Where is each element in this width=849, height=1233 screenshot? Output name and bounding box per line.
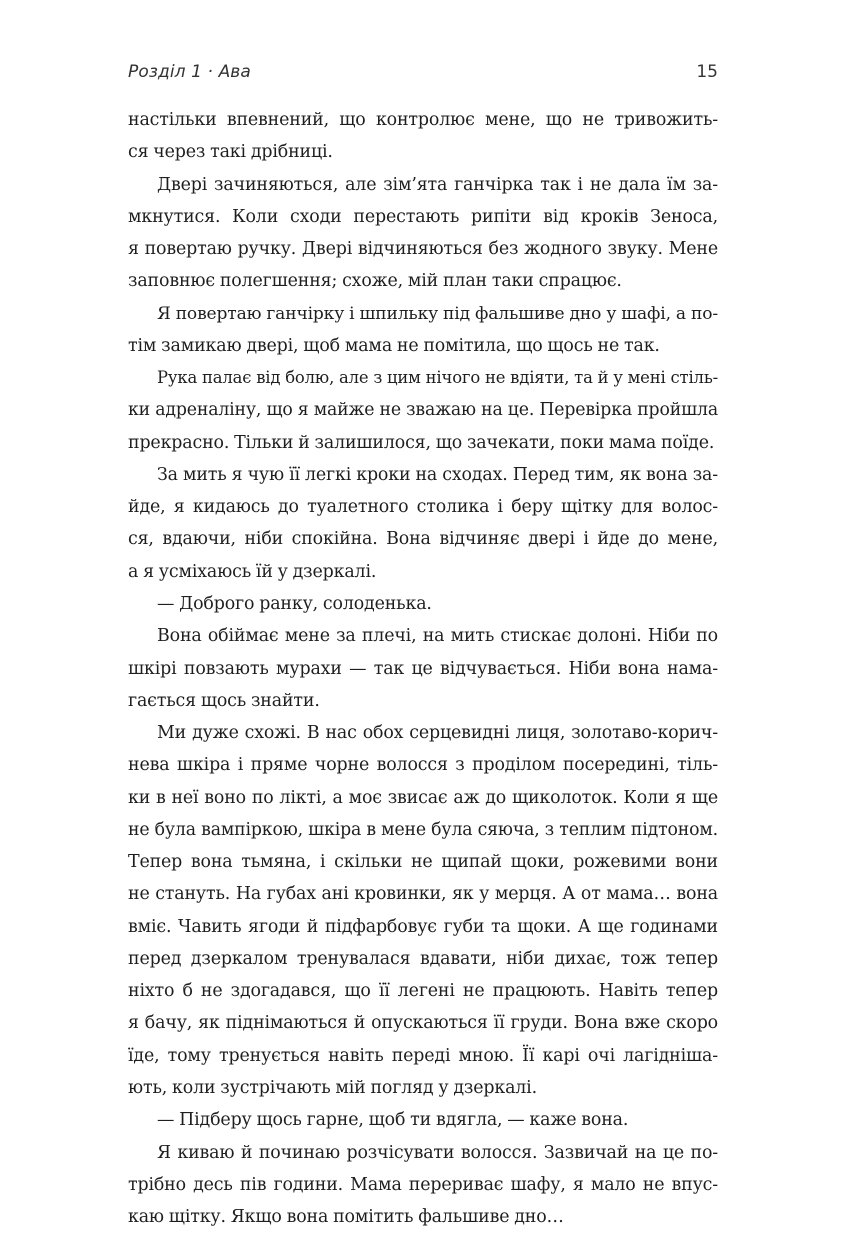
text-line: тім замикаю двері, щоб мама не помітила, що щось не так. bbox=[128, 335, 660, 356]
text-line: Вона обіймає мене за плечі, на мить стискає долоні. Ніби по bbox=[157, 626, 718, 647]
text-line: їде, тому тренується навіть переді мною. Її карі очі лагіднiша- bbox=[128, 1045, 718, 1066]
text-line: — Доброго ранку, солоденька. bbox=[157, 593, 432, 614]
text-line: шкірі повзають мурахи — так це відчувається. Ніби вона нама- bbox=[128, 658, 718, 679]
text-line: не була вампіркою, шкіра в мене була сяюча, з теплим підтоном. bbox=[128, 819, 718, 840]
text-line: я бачу, як піднімаються й опускаються її груди. Вона вже скоро bbox=[128, 1013, 718, 1034]
text-line: заповнює полегшення; схоже, мій план таки спрацює. bbox=[128, 271, 622, 292]
text-line: Тепер вона тьмяна, і скільки не щипай щоки, рожевими вони bbox=[128, 852, 718, 873]
text-line: ся, вдаючи, ніби спокійна. Вона відчиняє двері і йде до мене, bbox=[128, 529, 718, 550]
text-line: — Підберу щось гарне, щоб ти вдягла, — каже вона. bbox=[157, 1110, 629, 1131]
text-line: Я повертаю ганчірку і шпильку під фальшиве дно у шафі, а по- bbox=[157, 303, 718, 324]
text-line: а я усміхаюсь їй у дзеркалі. bbox=[128, 561, 377, 582]
text-line: За мить я чую її легкі кроки на сходах. Перед тим, як вона за- bbox=[157, 464, 718, 485]
text-line: трібно десь пів години. Мама перериває шафу, я мало не впус- bbox=[128, 1174, 718, 1195]
page-number: 15 bbox=[696, 62, 718, 82]
text-line: мкнутися. Коли сходи перестають рипіти від кроків Зеноса, bbox=[128, 206, 718, 227]
text-line: перед дзеркалом тренувалася вдавати, ніби дихає, тож тепер bbox=[128, 948, 718, 969]
text-line: Рука палає від болю, але з цим нічого не вдіяти, та й у мені стіль- bbox=[157, 368, 718, 388]
text-line: не стануть. На губах ані кровинки, як у мерця. А от мама… вона bbox=[128, 884, 718, 905]
text-line: я повертаю ручку. Двері відчиняються без жодного звуку. Мене bbox=[128, 239, 718, 260]
body-text bbox=[128, 104, 718, 1233]
text-line: ють, коли зустрічають мій погляд у дзеркалі. bbox=[128, 1077, 537, 1098]
text-line: Я киваю й починаю розчісувати волосся. Зазвичай на це по- bbox=[157, 1142, 718, 1163]
text-line: ніхто б не здогадався, що її легені не працюють. Навіть тепер bbox=[128, 981, 718, 1002]
running-title: Розділ 1 · Ава bbox=[128, 62, 251, 82]
text-line: йде, я кидаюсь до туалетного столика і беру щітку для волос- bbox=[128, 497, 718, 518]
text-line: ся через такі дрібниці. bbox=[128, 142, 333, 163]
text-line: Ми дуже схожі. В нас обох серцевидні лиця, золотаво-корич- bbox=[157, 723, 718, 744]
text-line: Двері зачиняються, але зім’ята ганчірка так і не дала їм за- bbox=[157, 174, 718, 195]
text-line: нева шкіра і пряме чорне волосся з проділом посередині, тіль- bbox=[128, 755, 718, 776]
running-header bbox=[128, 62, 718, 88]
text-line: каю щітку. Якщо вона помітить фальшиве дно… bbox=[128, 1207, 564, 1228]
text-line: настільки впевнений, що контролює мене, що не тривожить- bbox=[128, 110, 718, 130]
text-line: вміє. Чавить ягоди й підфарбовує губи та щоки. А ще годинами bbox=[128, 916, 718, 937]
text-line: ки адреналіну, що я майже не зважаю на це. Перевірка пройшла bbox=[128, 400, 718, 421]
text-line: гається щось знайти. bbox=[128, 690, 320, 711]
text-line: прекрасно. Тільки й залишилося, що зачекати, поки мама поїде. bbox=[128, 432, 715, 453]
text-line: ки в неї воно по лікті, а моє звисає аж до щиколоток. Коли я ще bbox=[128, 787, 718, 808]
